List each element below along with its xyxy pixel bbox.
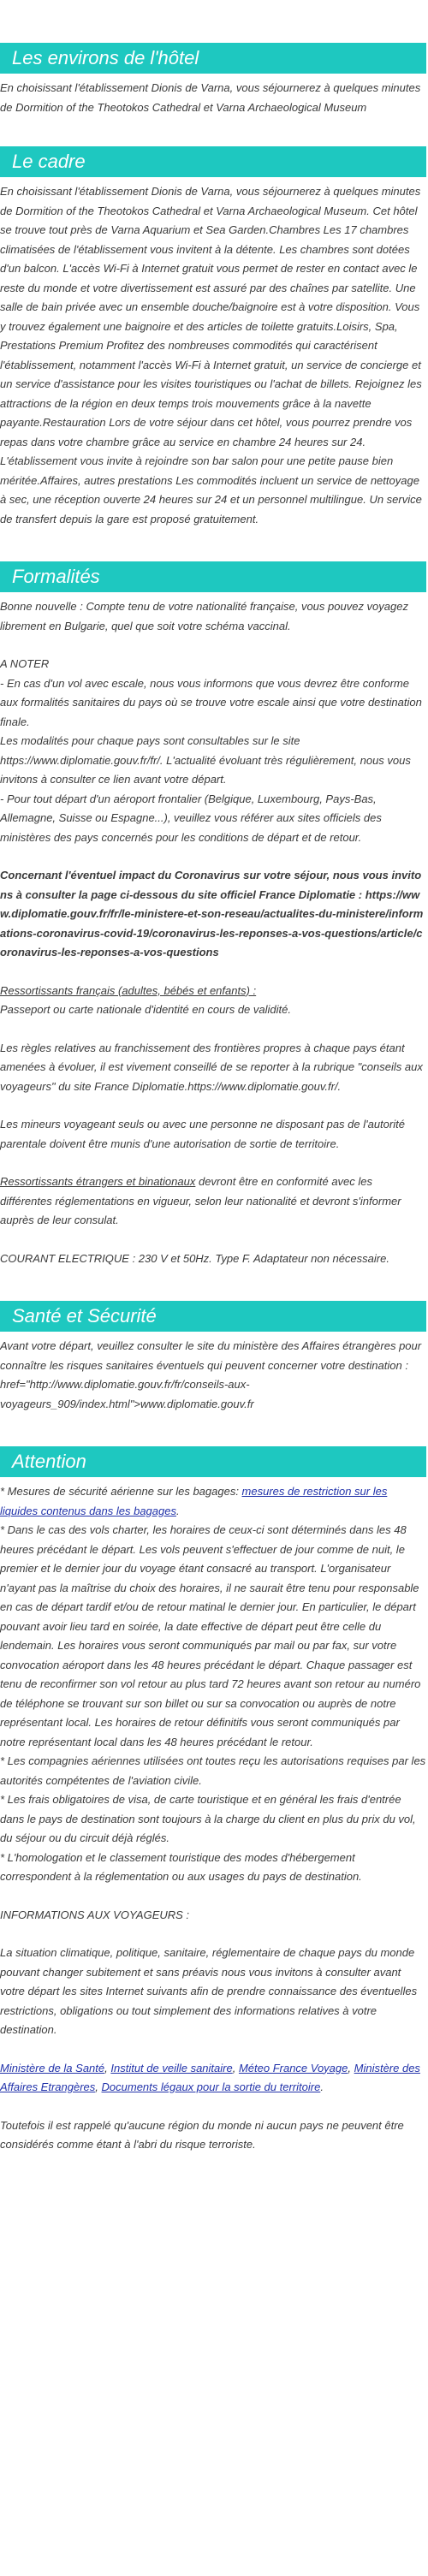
spacer: [0, 636, 426, 655]
info-text: La situation climatique, politique, sanitaire, réglementaire de chaque pays du monde pouvant changer subitement et sans préavis nous vous invitons à consulter avant votre départ les sites Internet suivants afin de prendre connaissance des éventuelles restrictions, obligations ou tout simplement des informations relatives à votre destination.: [0, 1946, 418, 2036]
section-title-sante: Santé et Sécurité: [0, 1301, 426, 1332]
formalites-french-nationals: [0, 982, 426, 1020]
spacer: [0, 1154, 426, 1172]
link-institut-veille[interactable]: Institut de veille sanitaire: [110, 2061, 233, 2074]
formalites-foreigners: [0, 1172, 426, 1231]
spacer: [0, 1887, 426, 1906]
formalites-minors: Les mineurs voyageant seuls ou avec une personne ne disposant pas de l'autorité parentale doivent être munis d'une autorisation de sortie de territoire.: [0, 1118, 405, 1150]
formalites-note: A NOTER - En cas d'un vol avec escale, nous vous informons que vous devrez être conforme aux formalités sanitaires du pays où se trouve votre escale ainsi que votre destination finale. Les modalités pour chaque pays sont consultables sur le site https://www.diplomatie.gouv.fr/fr/. L'actualité évoluant très régulièrement, nous vous invitons à consulter ce lien avant votre départ. - Pour tout départ d'un aéroport frontalier (Belgique, Luxembourg, Pays-Bas, Allemagne, Suisse ou Espagne...), veuillez vous référer aux sites officiels des ministères des pays concernés pour les conditions de départ et de retour.: [0, 657, 422, 844]
environs-text: En choisissant l'établissement Dionis de Varna, vous séjournerez à quelques minutes de Dormition of the Theotokos Cathedral et Varna Archaeological Museum: [0, 81, 421, 114]
spacer: [0, 847, 426, 866]
section-title-attention: Attention: [0, 1446, 426, 1477]
formalites-good-news: Bonne nouvelle : Compte tenu de votre nationalité française, vous pouvez voyagez librement en Bulgarie, quel que soit votre schéma vaccinal.: [0, 600, 408, 632]
spacer: [0, 1096, 426, 1115]
info-links: Ministère de la Santé, Institut de veille sanitaire, Méteo France Voyage, Ministère des Affaires Etrangères, Documents légaux pour la sortie du territoire.: [0, 2061, 420, 2093]
section-formalites: [0, 561, 426, 1268]
sante-text: Avant votre départ, veuillez consulter le site du ministère des Affaires étrangères pour connaître les risques sanitaires éventuels qui peuvent concerner votre destination : href="http://www.diplomatie.gouv.fr/fr/conseils-aux-voyageurs_909/index.html">www.diplomatie.gouv.fr: [0, 1339, 422, 1410]
spacer: [0, 963, 426, 982]
terrorism-notice: Toutefois il est rappelé qu'aucune région du monde ni aucun pays ne peuvent être considérés comme étant à l'abri du risque terroriste.: [0, 2118, 404, 2151]
baggage-suffix: .: [175, 1504, 180, 1517]
french-nationals-heading: Ressortissants français (adultes, bébés et enfants) :: [0, 983, 257, 997]
cadre-text: En choisissant l'établissement Dionis de Varna, vous séjournerez à quelques minutes de Dormition of the Theotokos Cathedral et Varna Archaeological Museum. Cet hôtel se trouve tout près de Varna Aquarium et Sea Garden.Chambres Les 17 chambres climatisées de l'établissement vous invitent à la détente. Les chambres sont dotées d'un balcon. L'accès Wi-Fi à Internet gratuit vous permet de rester en contact avec le reste du monde et votre divertissement est assuré par des chaînes par satellite. Une salle de bain privée avec un ensemble douche/baignoire est à votre disposition. Vous y trouvez également une baignoire et des articles de toilette gratuits.Loisirs, Spa, Prestations Premium Profitez des nombreuses commodités qui caractérisent l'établissement, notamment l'accès Wi-Fi à Internet gratuit, un service de concierge et un service d'assistance pour les visites touristiques ou l'achat de billets. Rejoignez les attractions de la région en deux temps trois mouvements grâce à la navette payante.Restauration Lors de votre séjour dans cet hôtel, vous pourrez prendre vos repas dans votre chambre grâce au service en chambre 24 heures sur 24. L'établissement vous invite à rejoindre son bar salon pour une petite pause bien méritée.Affaires, autres prestations Les commodités incluent un service de nettoyage à sec, une réception ouverte 24 heures sur 24 et un personnel multilingue. Un service de transfert depuis la gare est proposé gratuitement.: [0, 185, 422, 525]
section-title-formalites: Formalités: [0, 561, 426, 592]
section-cadre: [0, 146, 426, 529]
baggage-restriction-link[interactable]: mesures de restriction sur les liquides contenus dans les bagages: [0, 1485, 388, 1517]
link-documents-legaux[interactable]: Documents légaux pour la sortie du territoire: [101, 2080, 321, 2093]
link-meteo-france[interactable]: Méteo France Voyage: [238, 2061, 348, 2074]
formalites-electricity: COURANT ELECTRIQUE : 230 V et 50Hz. Type F. Adaptateur non nécessaire.: [0, 1251, 389, 1265]
foreigners-heading: Ressortissants étrangers et binationaux: [0, 1175, 196, 1188]
page: [0, 43, 428, 2576]
spacer: [0, 2040, 426, 2059]
attention-baggage: [0, 1482, 426, 1521]
section-attention: [0, 1446, 426, 2155]
section-environs: [0, 43, 426, 117]
attention-details: * Dans le cas des vols charter, les horaires de ceux-ci sont déterminés dans les 48 heures précédant le départ. Les vols peuvent s'effectuer de jour comme de nuit, le premier et le dernier jour du voyage étant consacré au transport. L'organisateur n'ayant pas la maîtrise du choix des horaires, il ne saurait être tenu pour responsable en cas de départ tardif et/ou de retour matinal le dernier jour. En particulier, le départ pouvant avoir lieu tard en soirée, la date effective de départ peut être celle du lendemain. Les horaires vous seront communiqués par mail ou par fax, sur votre convocation aéroport dans les 48 heures précédant le départ. Chaque passager est tenu de reconfirmer son vol retour au plus tard 72 heures avant son retour au numéro de téléphone se trouvant sur son billet ou sur sa convocation ou auprès de notre représentant local. Les horaires de retour définitifs vous seront communiqués par notre représentant local dans les 48 heures précédant le retour. * Les compagnies aériennes utilisées ont toutes reçu les autorisations requises par les autorités compétentes de l'aviation civile. * Les frais obligatoires de visa, de carte touristique et en général les frais d'entrée dans le pays de destination sont toujours à la charge du client en plus du prix du vol, du séjour ou du circuit déjà réglés. * L'homologation et le classement touristique des modes d'hébergement correspondent à la réglementation ou aux usages du pays de destination.: [0, 1523, 426, 1883]
formalites-rules: Les règles relatives au franchissement des frontières propres à chaque pays étant amenées à évoluer, il est vivement conseillé de se reporter à la rubrique "conseils aux voyageurs" du site France Diplomatie.https://www.diplomatie.gouv.fr/.: [0, 1041, 423, 1093]
baggage-prefix: * Mesures de sécurité aérienne sur les bagages:: [0, 1485, 242, 1498]
french-nationals-body: Passeport ou carte nationale d'identité en cours de validité.: [0, 1003, 291, 1016]
section-title-cadre: Le cadre: [0, 146, 426, 177]
link-ministere-sante[interactable]: Ministère de la Santé: [0, 2061, 105, 2074]
section-title-environs: Les environs de l'hôtel: [0, 43, 426, 74]
formalites-coronavirus: Concernant l'éventuel impact du Coronavirus sur votre séjour, nous vous invitons à consulter la page ci-dessous du site officiel France Diplomatie : https://www.diplomatie.gouv.fr/fr/le-ministere-et-son-reseau/actualites-du-ministere/informations-coronavirus-covid-19/coronavirus-les-reponses-a-vos-questions/article/coronavirus-les-reponses-a-vos-questions: [0, 869, 424, 959]
spacer: [0, 1020, 426, 1039]
section-sante: [0, 1301, 426, 1414]
spacer: [0, 1231, 426, 1249]
spacer: [0, 1925, 426, 1944]
foreigners-body: devront être en conformité avec les différentes réglementations en vigueur, selon leur nationalité et devront s'informer auprès de leur consulat.: [0, 1175, 401, 1226]
spacer: [0, 2098, 426, 2116]
info-title: INFORMATIONS AUX VOYAGEURS :: [0, 1908, 190, 1921]
link-affaires-etrangeres[interactable]: Ministère des Affaires Etrangères: [0, 2061, 420, 2093]
